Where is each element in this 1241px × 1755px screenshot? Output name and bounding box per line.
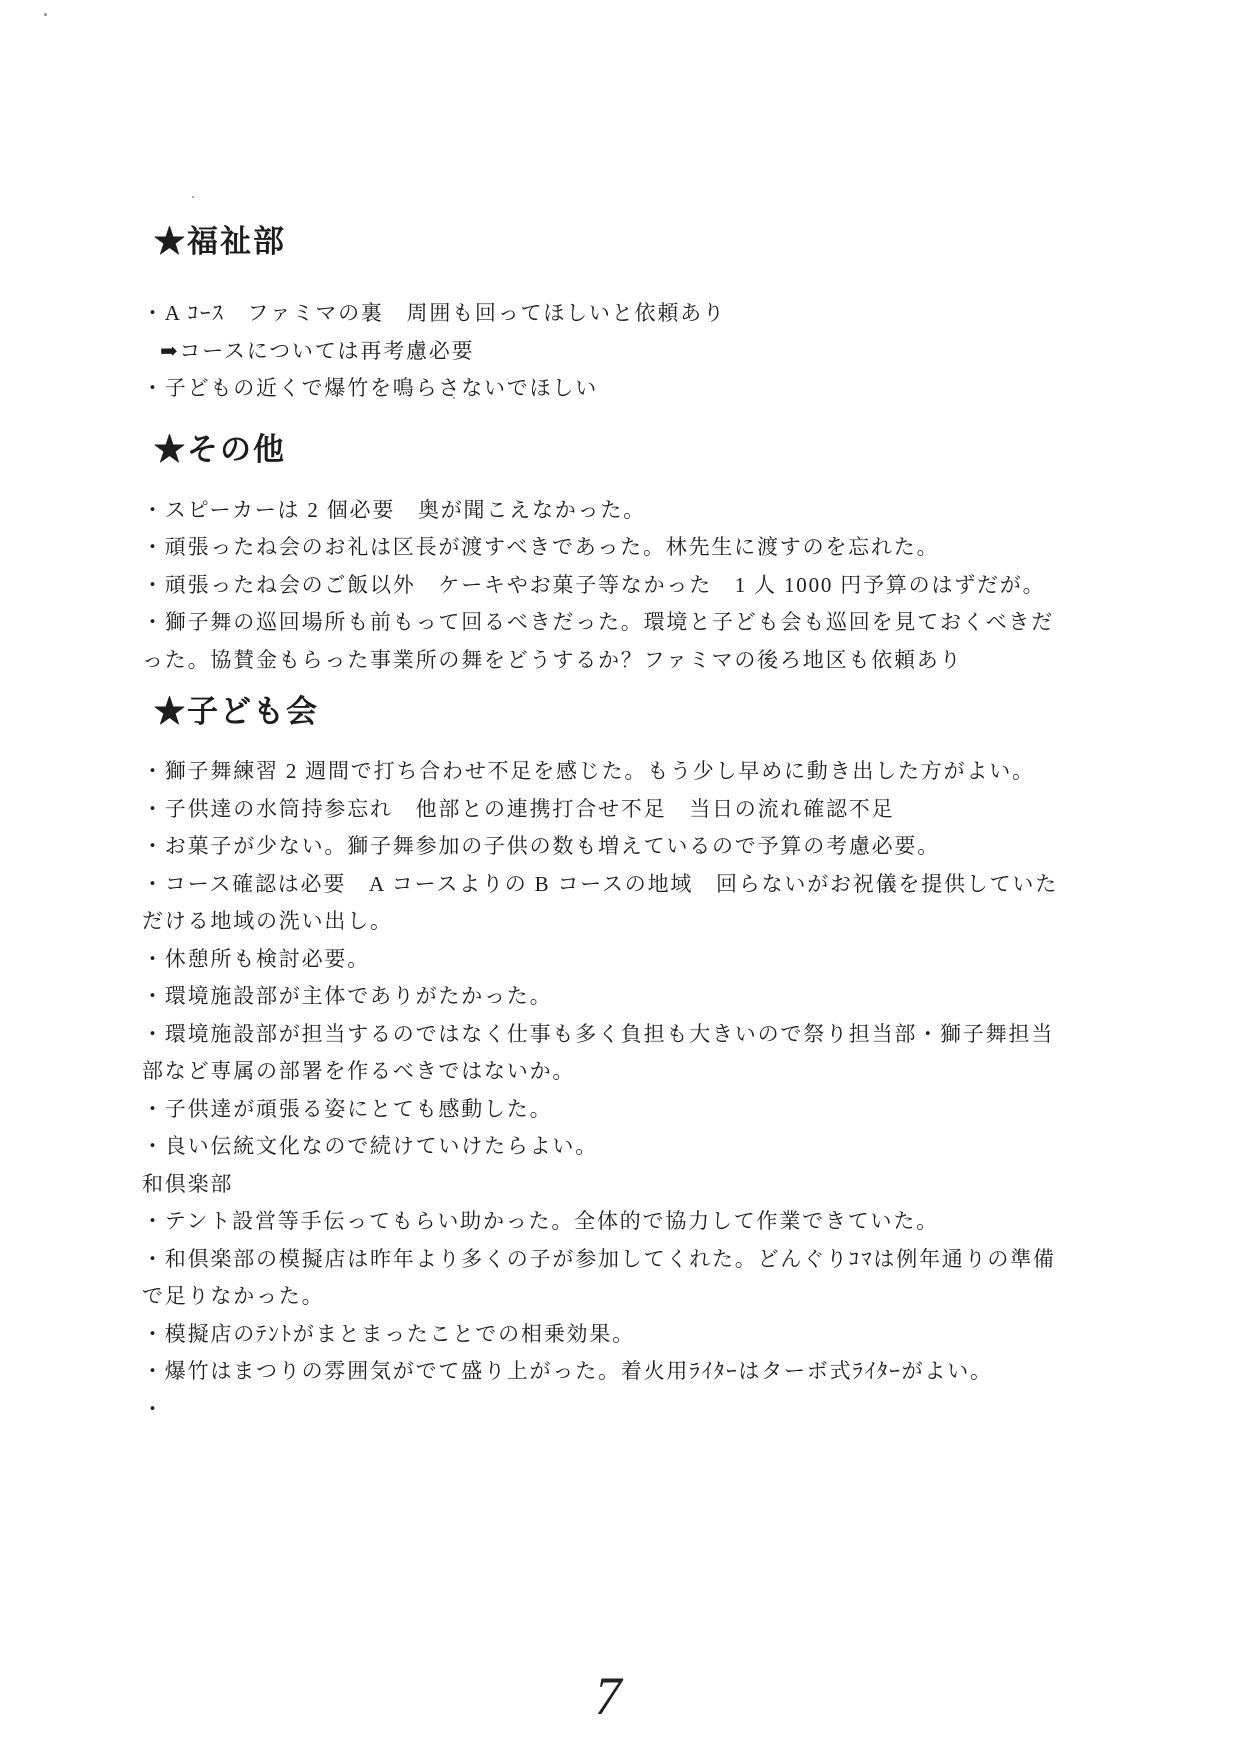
arrow-note-line: ➡コースについては再考慮必要	[160, 338, 475, 363]
section-heading-fukushibu: ★福祉部	[154, 224, 286, 259]
section-lines	[142, 295, 1186, 408]
document-body	[142, 222, 1186, 1428]
section-lines	[142, 492, 1186, 680]
section-heading-kodomokai: ★子ども会	[154, 694, 319, 729]
section-lines	[142, 753, 1186, 1428]
section-kodomokai	[142, 692, 1186, 1428]
bullet-line: ・環境施設部が主体でありがたかった。	[142, 984, 553, 1008]
bullet-line: ・頑張ったね会のお礼は区長が渡すべきであった。林先生に渡すのを忘れた。	[142, 535, 940, 559]
bullet-line: ・獅子舞練習 2 週間で打ち合わせ不足を感じた。もう少し早めに動き出した方がよい。	[142, 759, 1035, 783]
bullet-line: ・スピーカーは 2 個必要 奥が聞こえなかった。	[142, 497, 646, 522]
bullet-line: ・爆竹はまつりの雰囲気がでて盛り上がった。着火用ﾗｲﾀｰはターボ式ﾗｲﾀｰがよい。	[142, 1359, 993, 1383]
bullet-line: ・テント設営等手伝ってもらい助かった。全体的で協力して作業できていた。	[142, 1209, 939, 1233]
bullet-line: ・獅子舞の巡回場所も前もって回るべきだった。環境と子ども会も巡回を見ておくべきだ	[142, 610, 1054, 634]
bullet-line: ・休憩所も検討必要。	[142, 946, 370, 971]
subheading-wakurabu: 和倶楽部	[142, 1171, 234, 1196]
bullet-line: ・和倶楽部の模擬店は昨年より多くの子が参加してくれた。どんぐりｺﾏは例年通りの準備	[142, 1246, 1056, 1271]
section-heading-sonota: ★その他	[154, 431, 286, 467]
bullet-line: ・コース確認は必要 A コースよりの B コースの地域 回らないがお祝儀を提供していた	[142, 871, 1059, 896]
continuation-line: 部など専属の部署を作るべきではないか。	[142, 1059, 576, 1083]
section-sonota	[142, 430, 1186, 680]
continuation-line: った。協賛金もらった事業所の舞をどうするか？ファミマの後ろ地区も依頼あり	[142, 647, 963, 672]
scan-speck	[192, 196, 194, 198]
bullet-line: ・模擬店のﾃﾝﾄがまとまったことでの相乗効果。	[142, 1321, 635, 1346]
continuation-line: だける地域の洗い出し。	[142, 909, 393, 933]
bullet-line: ・子どもの近くで爆竹を鳴らさないでほしい	[142, 376, 598, 400]
bullet-line: ・A ｺｰｽ ファミマの裏 周囲も回ってほしいと依頼あり	[142, 301, 726, 325]
empty-bullet-line: ・	[142, 1396, 165, 1421]
bullet-line: ・良い伝統文化なので続けていけたらよい。	[142, 1134, 598, 1158]
bullet-line: ・子供達が頑張る姿にとても感動した。	[142, 1096, 553, 1121]
bullet-line: ・お菓子が少ない。獅子舞参加の子供の数も増えているので予算の考慮必要。	[142, 834, 940, 858]
bullet-line: ・環境施設部が担当するのではなく仕事も多く負担も大きいので祭り担当部・獅子舞担当	[142, 1021, 1054, 1046]
scan-speck	[44, 13, 47, 16]
bullet-line: ・子供達の水筒持参忘れ 他部との連携打合せ不足 当日の流れ確認不足	[142, 796, 895, 821]
continuation-line: で足りなかった。	[142, 1284, 325, 1308]
section-fukushibu	[142, 222, 1186, 408]
page-number: 7	[594, 1666, 622, 1726]
bullet-line: ・頑張ったね会のご飯以外 ケーキやお菓子等なかった 1 人 1000 円予算のはずだが。	[142, 572, 1046, 597]
